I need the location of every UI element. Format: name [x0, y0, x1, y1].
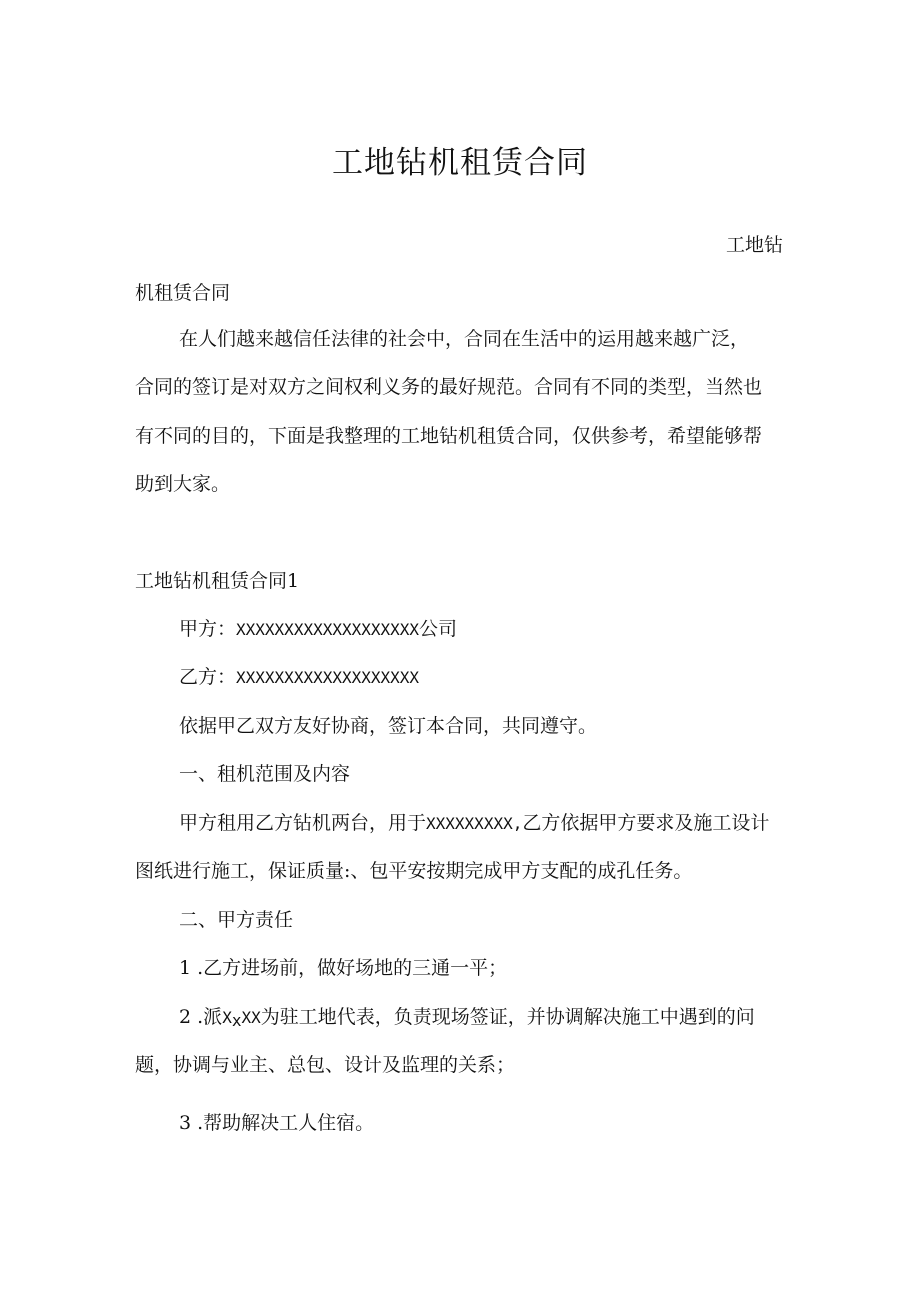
section1-line1-x: XXXXXXXXX,: [426, 814, 523, 833]
item-2-sub: x: [231, 1011, 242, 1030]
item-2-x2: XX: [241, 1008, 261, 1027]
party-b-label: 乙方：: [179, 666, 237, 688]
item-3-text: .帮助解决工人住宿。: [197, 1112, 375, 1134]
party-b-value: XXXXXXXXXXXXXXXXXXX: [236, 668, 420, 687]
item-2-pre: .派: [197, 1006, 223, 1028]
intro-line-4: 助到大家。: [135, 473, 231, 495]
party-b-line: [179, 665, 419, 690]
party-a-label: 甲方：: [179, 618, 237, 640]
section1-line1-pre: 甲方租用乙方钻机两台，用于: [179, 812, 427, 834]
intro-line-2: 合同的签订是对双方之间权利义务的最好规范。合同有不同的类型，当然也: [135, 376, 763, 398]
item-2-x1: X: [222, 1008, 232, 1027]
section1-heading: 一、租机范围及内容: [179, 763, 351, 785]
agreement-line: 依据甲乙双方友好协商，签订本合同，共同遵守。: [179, 715, 598, 737]
intro-line-3: 有不同的目的，下面是我整理的工地钻机租赁合同，仅供参考，希望能够帮: [135, 425, 763, 447]
item-2: [179, 1005, 755, 1033]
item-2-line-2: 题，协调与业主、总包、设计及监理的关系；: [135, 1054, 516, 1076]
contract-heading: 工地钻机租赁合同1: [135, 570, 300, 592]
item-1-text: .乙方进场前，做好场地的三通一平；: [197, 957, 508, 979]
item-1-number: 1: [179, 957, 192, 979]
section2-heading: 二、甲方责任: [179, 909, 294, 931]
item-1: [179, 956, 507, 980]
section1-line-2: 图纸进行施工，保证质量:、包平安按期完成甲方支配的成孔任务。: [135, 860, 693, 882]
party-a-line: [179, 617, 457, 642]
item-3-number: 3: [179, 1112, 192, 1134]
party-a-value: XXXXXXXXXXXXXXXXXXX: [236, 620, 420, 639]
section1-line-1: [179, 811, 769, 836]
subtitle-part2: 机租赁合同: [135, 282, 231, 304]
document-title: 工地钻机租赁合同: [332, 145, 588, 181]
party-a-suffix: 公司: [419, 618, 458, 640]
item-2-post: 为驻工地代表，负责现场签证，并协调解决施工中遇到的问: [260, 1006, 755, 1028]
intro-line-1: 在人们越来越信任法律的社会中，合同在生活中的运用越来越广泛，: [179, 328, 750, 350]
section1-line1-post: 乙方依据甲方要求及施工设计: [522, 812, 770, 834]
item-3: [179, 1111, 374, 1135]
item-2-number: 2: [179, 1006, 192, 1028]
subtitle-part1: 工地钻: [726, 234, 784, 256]
